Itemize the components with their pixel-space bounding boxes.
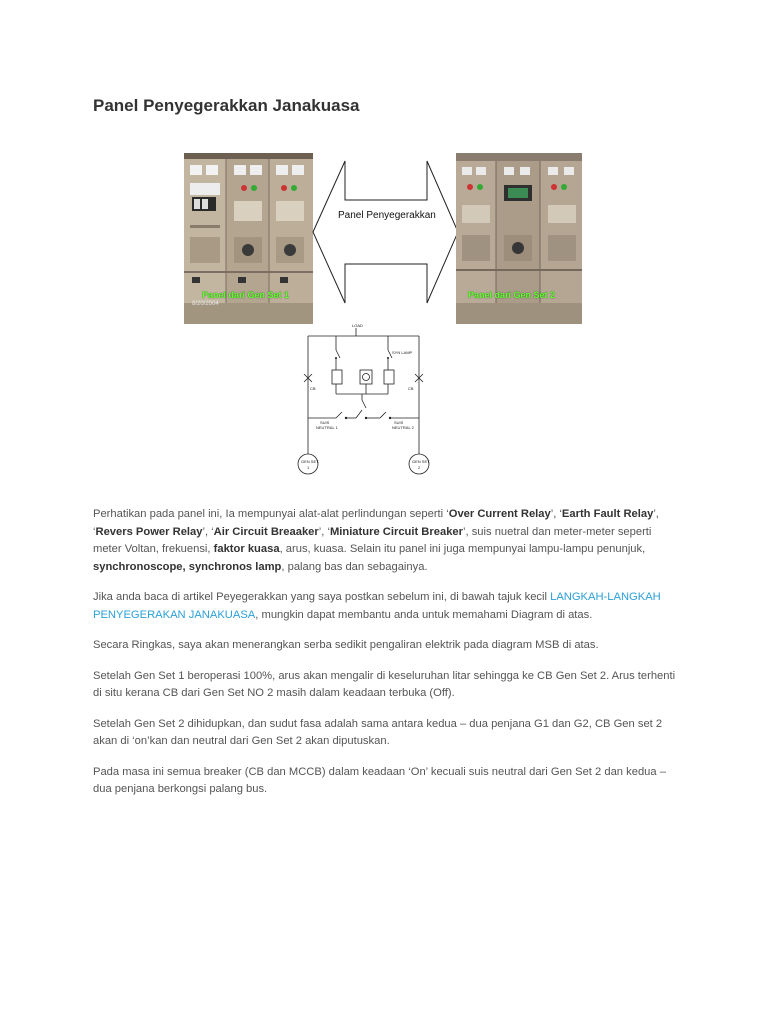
diagram-load-label: LOAD (352, 323, 363, 328)
diagram-suis-neutral-1-label: SUIS (320, 420, 330, 425)
bold-term-earth-fault-relay: Earth Fault Relay (561, 508, 654, 520)
diagram-sync-lamp-label: SYN LAMP (392, 350, 413, 355)
diagram-gen-set-1-label: GEN SET (301, 459, 319, 464)
text-span: ’, ‘ (318, 525, 330, 538)
bold-term-miniature-circuit-breaker: Miniature Circuit Breaker (329, 525, 463, 538)
text-span: ’, suis nuetral dan meter-meter seperti meter Voltan, frekuensi, (93, 525, 652, 555)
bold-term-air-circuit-breaker: Air Circuit Breaaker (213, 525, 319, 538)
bold-term-over-current-relay: Over Current Relay (448, 508, 551, 520)
bold-term-faktor-kuasa: faktor kuasa (213, 543, 280, 555)
bidirectional-arrow-icon (312, 160, 460, 304)
text-span: ’, ‘ (202, 525, 214, 538)
langkah-penyegerakan-link[interactable]: LANGKAH-LANGKAH PENYEGERAKAN JANAKUASA (93, 591, 661, 621)
text-span: ’, ‘ (93, 508, 659, 538)
text-span: , arus, kuasa. Selain itu panel ini juga mempunyai lampu-lampu penunjuk, (279, 543, 646, 555)
synchronizing-panel-figure (184, 152, 584, 492)
text-span: , mungkin dapat membantu anda untuk memahami Diagram di atas. (255, 608, 593, 621)
diagram-gen-set-2-label: GEN SET (412, 459, 430, 464)
article-body (93, 506, 683, 812)
paragraph-bus-sharing: Pada masa ini semua breaker (CB dan MCCB) dalam keadaan ‘On’ kecuali suis neutral dari Gen Set 2 dan kedua – dua penjana berkongsi palang bus. (93, 765, 666, 795)
gen-set-2-panel-photo (456, 153, 582, 324)
bold-term-revers-power-relay: Revers Power Relay (95, 525, 203, 538)
diagram-neutral-1-label: NEUTRAL 1 (316, 425, 338, 430)
msb-single-line-diagram (296, 323, 430, 492)
paragraph-article-reference (93, 589, 683, 624)
bold-term-synchronoscope: synchronoscope, synchronos lamp (93, 560, 282, 573)
paragraph-summary: Secara Ringkas, saya akan menerangkan serba sedikit pengaliran elektrik pada diagram MSB di atas. (93, 639, 599, 651)
diagram-suis-neutral-2-label: SUIS (394, 420, 404, 425)
paragraph-gen-set-1: Setelah Gen Set 1 beroperasi 100%, arus akan mengalir di keseluruhan litar sehingga ke CB Gen Set 2. Arus terhenti di situ kerana CB dari Gen Set NO 2 masih dalam keadaan terbuka (Off). (93, 669, 676, 699)
diagram-gen-set-2-number: 2 (418, 465, 421, 470)
text-span: ’, ‘ (550, 508, 562, 520)
arrow-label: Panel Penyegerakkan (338, 210, 436, 221)
right-photo-caption: Panel dari Gen Set 2 (468, 290, 556, 300)
page-title: Panel Penyegerakkan Janakuasa (93, 96, 360, 115)
left-photo-caption: Panel dari Gen Set 1 (202, 290, 290, 300)
text-span: , palang bas dan sebagainya. (281, 560, 428, 573)
diagram-cb-left-label: CB (310, 386, 316, 391)
diagram-cb-right-label: CB (408, 386, 414, 391)
text-span: Perhatikan pada panel ini, Ia mempunyai alat-alat perlindungan seperti ‘ (93, 508, 449, 520)
left-photo-date: 8/20/2004 (192, 301, 219, 307)
paragraph-gen-set-2: Setelah Gen Set 2 dihidupkan, dan sudut fasa adalah sama antara kedua – dua penjana G1 dan G2, CB Gen set 2 akan di ‘on’kan dan neutral dari Gen Set 2 akan diputuskan. (93, 717, 663, 747)
diagram-gen-set-1-number: 1 (307, 465, 310, 470)
diagram-neutral-2-label: NEUTRAL 2 (392, 425, 414, 430)
gen-set-1-panel-photo (184, 153, 313, 324)
paragraph-protection-devices (93, 506, 683, 576)
text-span: Jika anda baca di artikel Peyegerakkan yang saya postkan sebelum ini, di bawah tajuk kecil (93, 591, 551, 603)
